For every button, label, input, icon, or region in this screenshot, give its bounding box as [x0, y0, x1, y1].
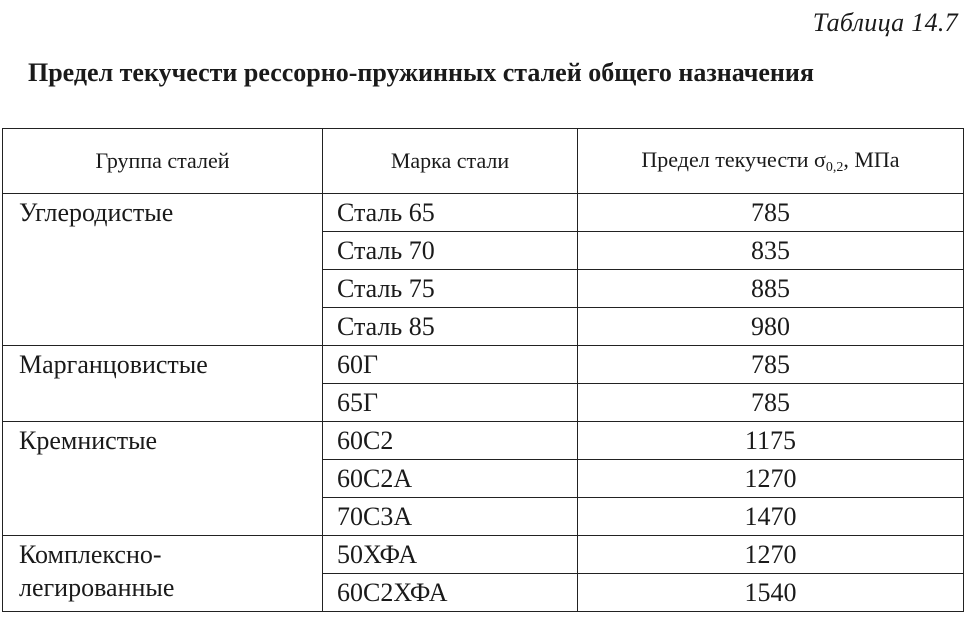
steel-grade: 50ХФА — [323, 536, 578, 574]
yield-value: 1270 — [578, 536, 964, 574]
document-title: Предел текучести рессорно-пружинных сталей общего назначения — [28, 58, 814, 87]
yield-value: 835 — [578, 232, 964, 270]
table-row — [3, 346, 964, 384]
steel-grade: Сталь 75 — [323, 270, 578, 308]
table-row — [3, 194, 964, 232]
yield-value: 785 — [578, 194, 964, 232]
header-yield-prefix: Предел текучести σ — [641, 146, 826, 172]
header-yield-suffix: , МПа — [843, 146, 900, 172]
group-name-line: легированные — [19, 573, 175, 602]
header-yield-subscript: 0,2 — [825, 159, 844, 175]
steel-grade: 70С3А — [323, 498, 578, 536]
yield-value: 980 — [578, 308, 964, 346]
steel-grade: Сталь 85 — [323, 308, 578, 346]
header-grade: Марка стали — [323, 129, 578, 194]
group-name: Кремнистые — [3, 422, 323, 536]
steel-grade: 65Г — [323, 384, 578, 422]
yield-value: 785 — [578, 346, 964, 384]
group-name: Марганцовистые — [3, 346, 323, 422]
group-name — [3, 536, 323, 612]
table-row — [3, 422, 964, 460]
header-yield — [578, 129, 964, 194]
steel-grade: Сталь 70 — [323, 232, 578, 270]
steel-grade: 60Г — [323, 346, 578, 384]
group-name-line: Комплексно- — [19, 540, 162, 569]
group-name: Углеродистые — [3, 194, 323, 346]
table-header-row — [3, 129, 964, 194]
steel-yield-table — [2, 128, 964, 612]
steel-grade: 60С2ХФА — [323, 574, 578, 612]
steel-grade: Сталь 65 — [323, 194, 578, 232]
yield-value: 1175 — [578, 422, 964, 460]
yield-value: 1270 — [578, 460, 964, 498]
yield-value: 1540 — [578, 574, 964, 612]
yield-value: 885 — [578, 270, 964, 308]
header-group: Группа сталей — [3, 129, 323, 194]
table-number: Таблица 14.7 — [812, 8, 958, 37]
table-row — [3, 536, 964, 574]
steel-grade: 60С2А — [323, 460, 578, 498]
yield-value: 1470 — [578, 498, 964, 536]
steel-grade: 60С2 — [323, 422, 578, 460]
yield-value: 785 — [578, 384, 964, 422]
